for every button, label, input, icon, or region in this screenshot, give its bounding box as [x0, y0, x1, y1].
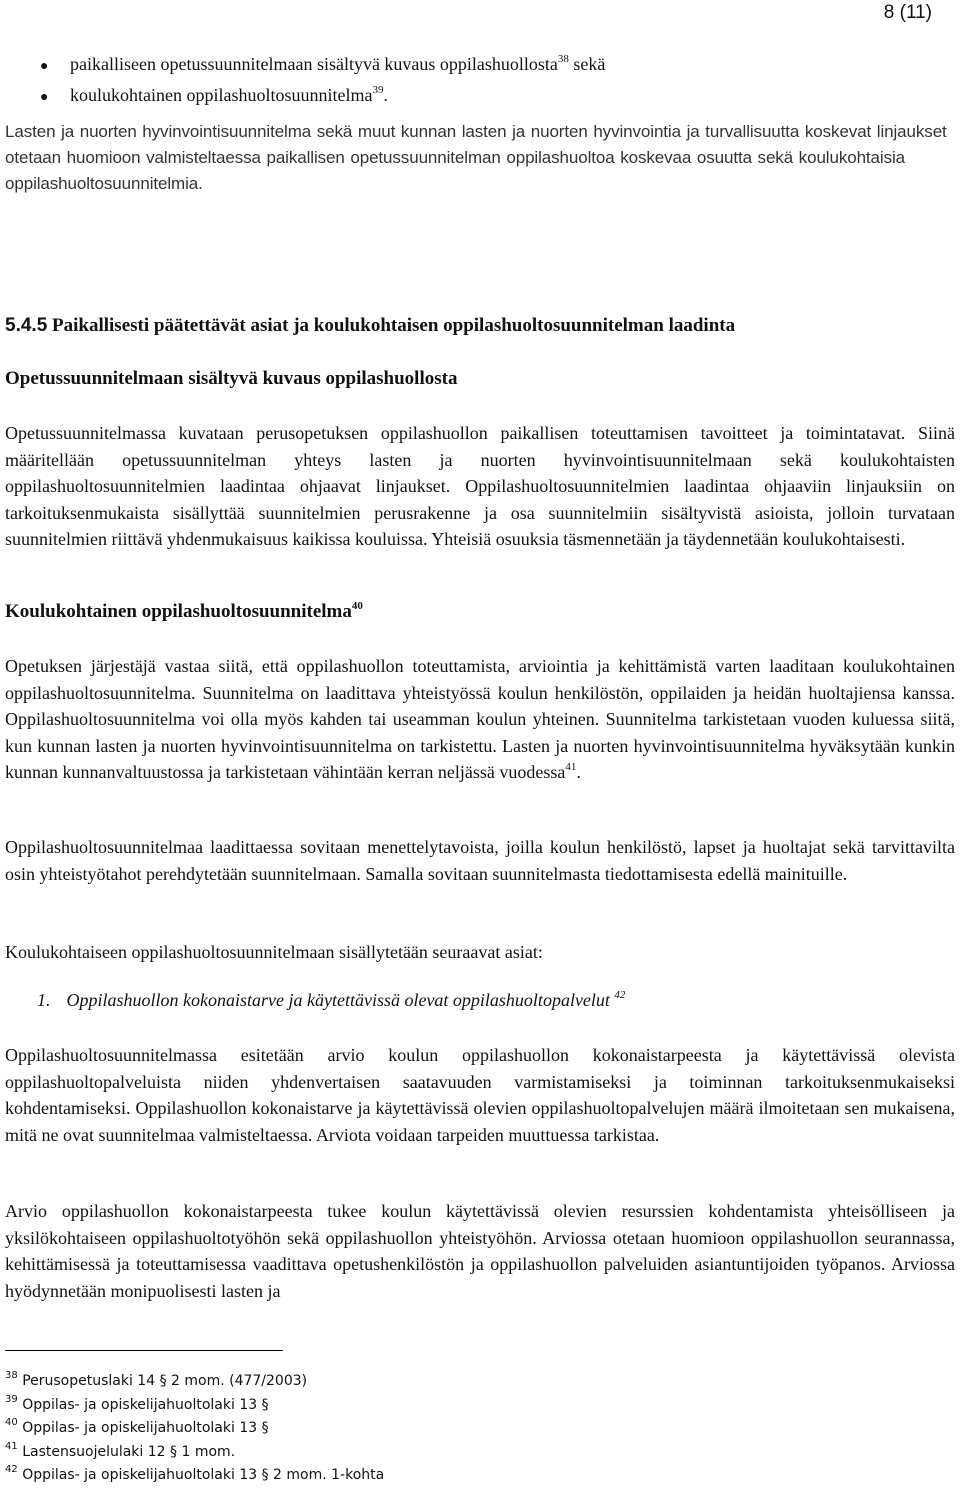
list-item-text: koulukohtainen oppilashuoltosuunnitelma$^{39}$.: [70, 84, 388, 105]
footnote: $^{38}$ Perusopetuslaki 14 § 2 mom. (477/2003): [5, 1370, 308, 1389]
footnote-separator: [5, 1350, 283, 1351]
bullet-icon: ●: [40, 90, 49, 105]
paragraph: Arvio oppilashuollon kokonaistarpeesta tukee koulun käytettävissä olevien resurssien kohdentamista yhteisölliseen ja yksilökohtaiseen oppilashuoltotyöhön sekä oppilashuollon yhteistyöhön. Arviossa otetaan huomioon oppilashuollon seurannassa, kehittämisessä ja toteuttamisessa vaadittava opetushenkilöstön ja oppilashuollon palveluiden asiantuntijoiden työpanos. Arviossa hyödynnetään monipuolisesti lasten ja: [5, 1201, 955, 1301]
section-number: 5.4.5: [5, 315, 48, 336]
footnote: $^{42}$ Oppilas- ja opiskelijahuoltolaki 13 § 2 mom. 1-kohta: [5, 1464, 385, 1483]
paragraph: Oppilashuoltosuunnitelmaa laadittaessa sovitaan menettelytavoista, joilla koulun henkilöstö, lapset ja huoltajat sekä tarvittavilta osin yhteistyötahot perehdytetään suunnitelmaan. Samalla sovitaan suunnitelmasta tiedottamisesta edellä mainituille.: [5, 837, 955, 884]
section-heading: [5, 313, 955, 339]
bullet-list: [40, 50, 605, 112]
subheading: Opetussuunnitelmaan sisältyvä kuvaus oppilashuollosta: [5, 368, 458, 389]
paragraph: Opetuksen järjestäjä vastaa siitä, että oppilashuollon toteuttamista, arviointia ja kehittämistä varten laaditaan koulukohtainen oppilashuoltosuunnitelma. Suunnitelma on laadittava yhteistyössä koulun henkilöstön, oppilaiden ja heidän huoltajiensa kanssa. Oppilashuoltosuunnitelma voi olla myös kahden tai useamman koulun yhteinen. Suunnitelma tarkistetaan vuoden kuluessa siitä, kun kunnan lasten ja nuorten hyvinvointisuunnitelma on tarkistettu. Lasten ja nuorten hyvinvointisuunnitelma hyväksytään kunkin kunnan kunnanvaltuustossa ja tarkistetaan vähintään kerran neljässä vuodessa$^{41}$.: [5, 656, 955, 782]
numbered-item: [5, 990, 955, 1011]
footnote: $^{41}$ Lastensuojelulaki 12 § 1 mom.: [5, 1440, 236, 1460]
item-number: 1.: [37, 990, 51, 1010]
footnote-ref: 41: [565, 761, 577, 773]
intro-paragraph: Lasten ja nuorten hyvinvointisuunnitelma sekä muut kunnan lasten ja nuorten hyvinvointia ja turvallisuutta koskevat linjaukset otetaan huomioon valmisteltaessa paikallisen opetussuunnitelman oppilashuoltoa koskevaa osuutta sekä koulukohtaisia oppilashuoltosuunnitelmia.: [5, 122, 947, 193]
item-text: Oppilashuollon kokonaistarve ja käytettävissä olevat oppilashuoltopalvelut $^{42}$: [66, 989, 626, 1010]
page-number: 8 (11): [883, 2, 932, 23]
footnote: $^{40}$ Oppilas- ja opiskelijahuoltolaki 13 §: [5, 1417, 269, 1436]
paragraph: Opetussuunnitelmassa kuvataan perusopetuksen oppilashuollon paikallisen toteuttamisen tavoitteet ja toimintatavat. Siinä määritellään opetussuunnitelman yhteys lasten ja nuorten hyvinvointisuunnitelmaan sekä koulukohtaisten oppilashuoltosuunnitelmien laadintaa ohjaavat linjaukset. Oppilashuoltosuunnitelmien laadintaa ohjaaviin linjauksiin on tarkoituksenmukaista sisällyttää suunnitelmien perusrakenne ja osa suunnitelmiin sisältyvistä asioista, jolloin turvataan suunnitelmien riittävä yhdenmukaisuus kaikissa kouluissa. Yhteisiä osuuksia täsmennetään ja täydennetään koulukohtaisesti.: [5, 423, 955, 549]
footnote-ref: 42: [614, 989, 626, 1001]
footnote-ref: 39: [372, 84, 384, 96]
list-item: [40, 81, 605, 112]
paragraph: Oppilashuoltosuunnitelmassa esitetään arvio koulun oppilashuollon kokonaistarpeesta ja käytettävissä olevista oppilashuoltopalveluista niiden yhdenvertaisen saatavuuden varmistamiseksi ja toiminnan tarkoituksenmukaiseksi kohdentamiseksi. Oppilashuollon kokonaistarve ja käytettävissä olevien oppilashuoltopalvelujen määrä ilmoitetaan sen mukaisena, mitä ne ovat suunnitelmaa valmisteltaessa. Arviota voidaan tarpeiden muuttuessa tarkistaa.: [5, 1045, 955, 1145]
list-item: [40, 50, 605, 81]
bullet-icon: ●: [40, 59, 49, 74]
footnotes: [5, 1370, 384, 1488]
paragraph: Koulukohtaiseen oppilashuoltosuunnitelmaan sisällytetään seuraavat asiat:: [5, 942, 543, 962]
section-title: Paikallisesti päätettävät asiat ja koulukohtaisen oppilashuoltosuunnitelman laadinta: [52, 315, 736, 336]
footnote-ref: 40: [351, 600, 363, 612]
footnote-ref: 38: [557, 53, 569, 65]
list-item-text: paikalliseen opetussuunnitelmaan sisältyvä kuvaus oppilashuollosta$^{38}$ sekä: [70, 53, 606, 74]
footnote: $^{39}$ Oppilas- ja opiskelijahuoltolaki 13 §: [5, 1393, 269, 1413]
subheading: Koulukohtainen oppilashuoltosuunnitelma$^{40}$: [5, 600, 363, 622]
